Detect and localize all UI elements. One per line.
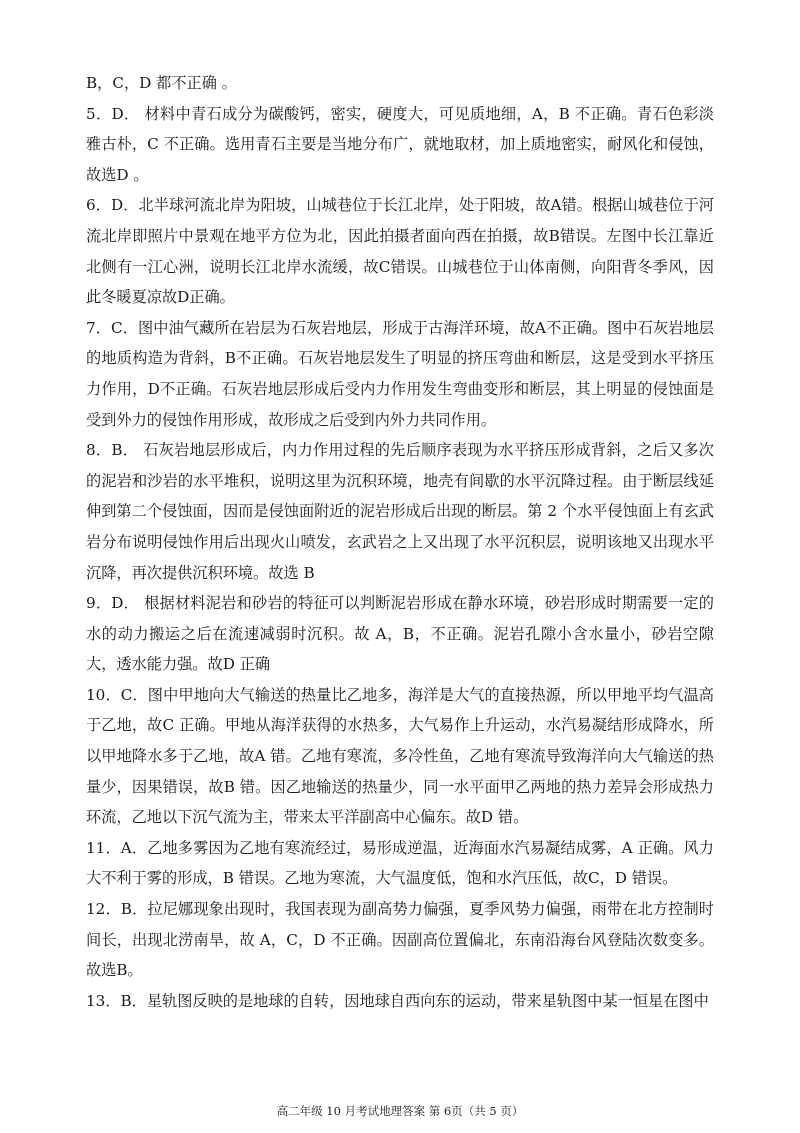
answer-paragraph: 7．C．图中油气藏所在岩层为石灰岩地层，形成于古海洋环境，故A不正确。图中石灰岩地层的地质构造为背斜，B不正确。石灰岩地层发生了明显的挤压弯曲和断层，这是受到水平挤压力作用，D不正确。石灰岩地层形成后受内力作用发生弯曲变形和断层，其上明显的侵蚀面是受到外力的侵蚀作用形成，故形成之后受到内外力共同作用。 bbox=[86, 318, 714, 429]
page-footer: 高二年级 10 月考试地理答案 第 6页（共 5 页） bbox=[276, 1104, 524, 1118]
answer-paragraph: 8．B． 石灰岩地层形成后，内力作用过程的先后顺序表现为水平挤压形成背斜，之后又多次的泥岩和沙岩的水平堆积，说明这里为沉积环境，地壳有间歇的水平沉降过程。由于断层线延伸到第二个侵蚀面，因而是侵蚀面附近的泥岩形成后出现的断层。第 2 个水平侵蚀面上有玄武岩分布说明侵蚀作用后出现火山喷发，玄武岩之上又出现了水平沉积层，说明该地又出现水平沉降，再次提供沉积环境。故选 B bbox=[86, 441, 714, 582]
answer-paragraph: 10．C．图中甲地向大气输送的热量比乙地多，海洋是大气的直接热源，所以甲地平均气温高于乙地，故C 正确。甲地从海洋获得的水热多，大气易作上升运动，水汽易凝结形成降水，所以甲地降水多于乙地，故A 错。乙地有寒流，多冷性鱼，乙地有寒流导致海洋向大气输送的热量少，因果错误，故B 错。因乙地输送的热量少，同一水平面甲乙两地的热力差异会形成热力环流，乙地以下沉气流为主，带来太平洋副高中心偏东。故D 错。 bbox=[86, 685, 714, 827]
answer-content bbox=[86, 68, 714, 1016]
answer-paragraph: 12．B．拉尼娜现象出现时，我国表现为副高势力偏强，夏季风势力偏强，雨带在北方控制时间长，出现北涝南旱，故 A，C，D 不正确。因副高位置偏北，东南沿海台风登陆次数变多。故选B。 bbox=[86, 900, 714, 980]
answer-paragraph: 13．B．星轨图反映的是地球的自转，因地球自西向东的运动，带来星轨图中某一恒星在图中 bbox=[86, 991, 709, 1010]
answer-paragraph: 5．D． 材料中青石成分为碳酸钙，密实，硬度大，可见质地细，A，B 不正确。青石色彩淡雅古朴，C 不正确。选用青石主要是当地分布广，就地取材，加上质地密实，耐风化和侵蚀，故选D 。 bbox=[86, 104, 714, 184]
answer-paragraph: 9．D． 根据材料泥岩和砂岩的特征可以判断泥岩形成在静水环境，砂岩形成时期需要一定的水的动力搬运之后在流速减弱时沉积。故 A，B，不正确。泥岩孔隙小含水量小，砂岩空隙大，透水能力强。故D 正确 bbox=[86, 594, 714, 674]
answer-paragraph: B，C，D 都不正确 。 bbox=[86, 74, 237, 92]
answer-paragraph: 11．A．乙地多雾因为乙地有寒流经过，易形成逆温，近海面水汽易凝结成雾，A 正确。风力大不利于雾的形成，B 错误。乙地为寒流，大气温度低，饱和水汽压低，故C，D 错误。 bbox=[86, 838, 714, 888]
answer-paragraph: 6．D．北半球河流北岸为阳坡，山城巷位于长江北岸，处于阳坡，故A错。根据山城巷位于河流北岸即照片中景观在地平方位为北，因此拍摄者面向西在拍摄，故B错误。左图中长江靠近北侧有一江心洲，说明长江北岸水流缓，故C错误。山城巷位于山体南侧，向阳背冬季风，因此冬暖夏凉故D正确。 bbox=[86, 196, 714, 307]
